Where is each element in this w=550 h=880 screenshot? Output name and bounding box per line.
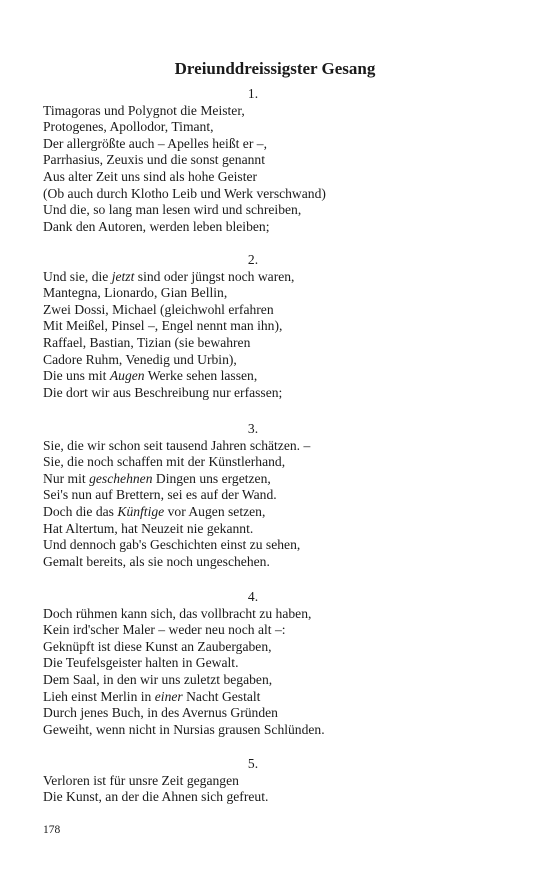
emphasized-text: jetzt — [111, 268, 135, 284]
verse-text: vor Augen setzen, — [164, 503, 266, 519]
stanza — [43, 756, 463, 806]
stanza-number: 4. — [247, 589, 259, 604]
stanza-lines — [43, 103, 463, 236]
emphasized-text: Künftige — [117, 503, 165, 519]
verse-line — [43, 689, 463, 706]
emphasized-text: geschehnen — [89, 470, 153, 486]
stanza-lines — [43, 773, 463, 806]
verse-line — [43, 103, 463, 120]
verse-text: Dingen uns ergetzen, — [152, 470, 271, 486]
stanza-number: 3. — [247, 421, 259, 436]
verse-text: Raffael, Bastian, Tizian (sie bewahren — [43, 334, 251, 350]
verse-line — [43, 606, 463, 623]
verse-line — [43, 789, 463, 806]
page-number: 178 — [43, 824, 61, 836]
verse-text: Und dennoch gab's Geschichten einst zu sehen, — [43, 537, 301, 553]
verse-text: Dem Saal, in den wir uns zuletzt begaben, — [43, 671, 273, 687]
stanza-lines — [43, 438, 463, 571]
stanza — [43, 589, 463, 738]
verse-line — [43, 655, 463, 672]
verse-text: Sie, die wir schon seit tausend Jahren schätzen. – — [43, 437, 311, 453]
verse-text: Die uns mit — [43, 368, 110, 384]
stanza-number: 5. — [247, 756, 259, 771]
emphasized-text: einer — [154, 688, 183, 704]
verse-line — [43, 302, 463, 319]
verse-text: Mantegna, Lionardo, Gian Bellin, — [43, 285, 228, 301]
verse-line — [43, 471, 463, 488]
verse-text: Die dort wir aus Beschreibung nur erfassen; — [43, 384, 283, 400]
emphasized-text: Augen — [109, 368, 145, 384]
verse-text: Verloren ist für unsre Zeit gegangen — [43, 772, 239, 788]
verse-text: Und sie, die — [43, 268, 112, 284]
verse-line — [43, 554, 463, 571]
verse-line — [43, 269, 463, 286]
verse-line — [43, 119, 463, 136]
verse-line — [43, 285, 463, 302]
verse-line — [43, 487, 463, 504]
verse-line — [43, 186, 463, 203]
verse-line — [43, 169, 463, 186]
verse-text: Kein ird'scher Maler – weder neu noch alt –: — [43, 622, 286, 638]
verse-line — [43, 773, 463, 790]
verse-line — [43, 705, 463, 722]
stanza-lines — [43, 269, 463, 402]
verse-line — [43, 722, 463, 739]
verse-text: Lieh einst Merlin in — [43, 688, 155, 704]
verse-text: Mit Meißel, Pinsel –, Engel nennt man ihn), — [43, 318, 283, 334]
stanza — [43, 421, 463, 570]
stanza — [43, 252, 463, 401]
verse-text: Hat Altertum, hat Neuzeit nie gekannt. — [43, 520, 254, 536]
verse-line — [43, 521, 463, 538]
verse-line — [43, 219, 463, 236]
verse-line — [43, 152, 463, 169]
verse-line — [43, 335, 463, 352]
verse-line — [43, 368, 463, 385]
verse-line — [43, 202, 463, 219]
verse-line — [43, 318, 463, 335]
verse-line — [43, 504, 463, 521]
verse-text: Der allergrößte auch – Apelles heißt er –, — [43, 135, 267, 151]
verse-text: Werke sehen lassen, — [144, 368, 258, 384]
verse-text: Aus alter Zeit uns sind als hohe Geister — [43, 168, 258, 184]
verse-line — [43, 672, 463, 689]
verse-text: Zwei Dossi, Michael (gleichwohl erfahren — [43, 301, 274, 317]
verse-line — [43, 454, 463, 471]
verse-text: Die Kunst, an der die Ahnen sich gefreut. — [43, 789, 269, 805]
verse-line — [43, 385, 463, 402]
verse-text: Gemalt bereits, als sie noch ungeschehen. — [43, 553, 270, 569]
verse-text: Dank den Autoren, werden leben bleiben; — [43, 218, 270, 234]
canto-title: Dreiunddreissigster Gesang — [174, 59, 376, 78]
verse-text: Doch rühmen kann sich, das vollbracht zu haben, — [43, 605, 312, 621]
verse-text: Und die, so lang man lesen wird und schreiben, — [43, 202, 302, 218]
verse-line — [43, 438, 463, 455]
verse-text: Geknüpft ist diese Kunst an Zaubergaben, — [43, 638, 272, 654]
verse-line — [43, 136, 463, 153]
verse-text: Die Teufelsgeister halten in Gewalt. — [43, 655, 239, 671]
verse-text: Nur mit — [43, 470, 90, 486]
stanza-number: 2. — [247, 252, 259, 267]
verse-text: Sie, die noch schaffen mit der Künstlerhand, — [43, 454, 286, 470]
verse-text: Parrhasius, Zeuxis und die sonst genannt — [43, 152, 266, 168]
verse-text: Timagoras und Polygnot die Meister, — [43, 102, 245, 118]
verse-text: sind oder jüngst noch waren, — [134, 268, 295, 284]
verse-text: (Ob auch durch Klotho Leib und Werk verschwand) — [43, 185, 326, 201]
verse-line — [43, 352, 463, 369]
verse-text: Geweiht, wenn nicht in Nursias grausen Schlünden. — [43, 721, 325, 737]
verse-line — [43, 537, 463, 554]
verse-line — [43, 639, 463, 656]
stanza-number: 1. — [247, 86, 259, 101]
verse-text: Protogenes, Apollodor, Timant, — [43, 119, 214, 135]
stanza-lines — [43, 606, 463, 739]
verse-text: Sei's nun auf Brettern, sei es auf der Wand. — [43, 487, 277, 503]
verse-line — [43, 622, 463, 639]
verse-text: Nacht Gestalt — [182, 688, 261, 704]
stanza — [43, 86, 463, 235]
verse-text: Durch jenes Buch, in des Avernus Gründen — [43, 705, 278, 721]
verse-text: Cadore Ruhm, Venedig und Urbin), — [43, 351, 237, 367]
verse-text: Doch die das — [43, 503, 118, 519]
